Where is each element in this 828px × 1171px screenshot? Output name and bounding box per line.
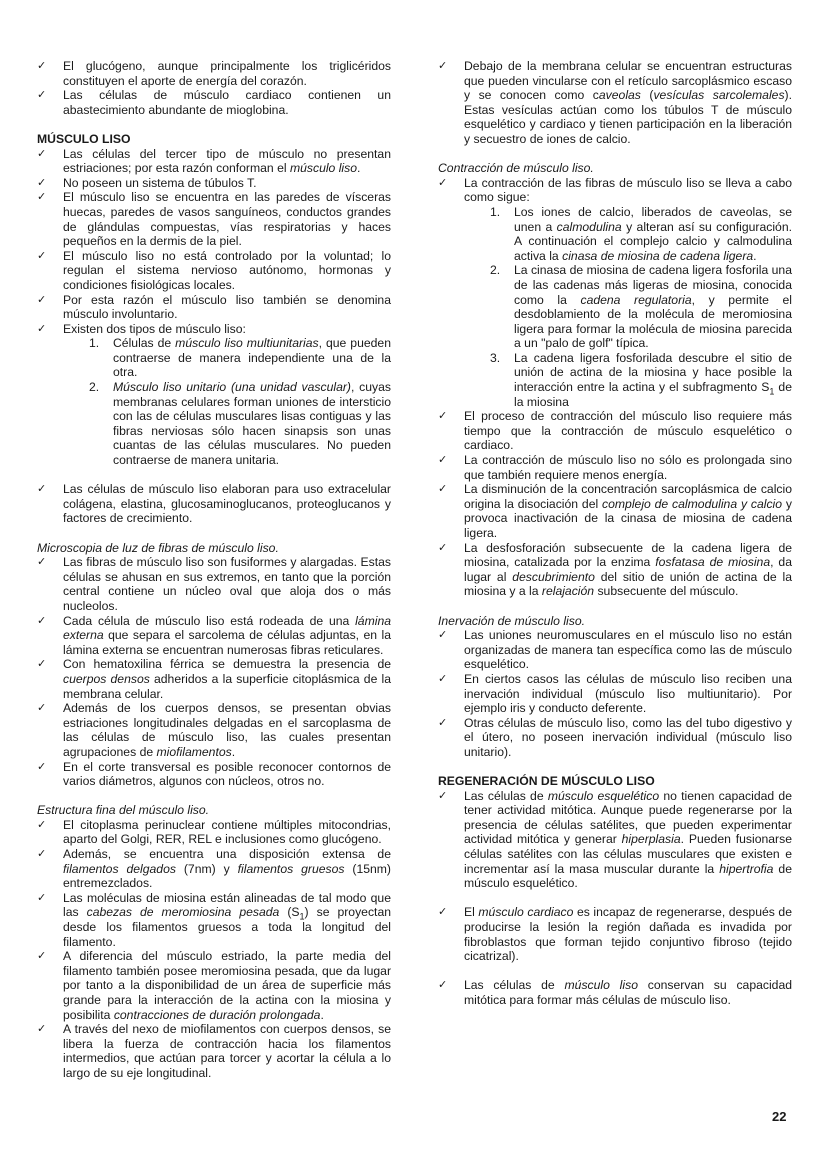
item-number: 3. (490, 350, 501, 365)
item-number: 1. (89, 336, 100, 351)
bullet-item (37, 760, 391, 789)
bullet-item (37, 88, 391, 117)
text-segment: El glucógeno, aunque principalmente los triglicéridos constituyen el aporte de energía del corazón. (63, 59, 391, 88)
spacer (37, 117, 391, 132)
bullet-item (37, 847, 391, 891)
subscript: 1 (299, 911, 305, 922)
text-segment: subsecuente del músculo. (594, 584, 739, 599)
text-segment: La contracción de las fibras de músculo liso se lleva a cabo como sigue: (464, 175, 792, 205)
text-segment: Además, se encuentra una disposición extensa de (63, 847, 391, 862)
text-segment: y alteran así su configuración. A continuación el complejo calcio y calmodulina activa la (514, 219, 792, 263)
text-segment: El músculo liso se encuentra en las paredes de vísceras huecas, paredes de vasos sanguíneos, conductos grandes de glándulas compuestas, vías respiratorias y haces pequeños en la dermis de la piel. (63, 190, 391, 249)
bullet-item (438, 789, 792, 891)
text-segment: Por esta razón el músculo liso también se denomina músculo involuntario. (63, 292, 391, 322)
checkmark-icon: ✓ (37, 847, 47, 861)
spacer (37, 468, 391, 483)
text-segment: Debajo de la membrana celular se encuentran estructuras que pueden vincularse con el retículo sarcoplásmico escaso y se conocen como c (464, 59, 792, 103)
subscript: 1 (769, 386, 775, 397)
text-segment: El proceso de contracción del músculo liso requiere más tiempo que la contracción de músculo esquelético o cardiaco. (464, 409, 792, 453)
checkmark-icon: ✓ (438, 540, 448, 554)
italic-term: relajación (541, 584, 595, 599)
text-segment: Las células de (464, 788, 548, 803)
text-segment: Con hematoxilina férrica se demuestra la presencia de (63, 657, 391, 672)
bullet-item (37, 657, 391, 701)
bullet-item (37, 190, 391, 248)
checkmark-icon: ✓ (37, 175, 47, 189)
italic-term: cinasa de miosina de cadena ligera (562, 248, 754, 263)
text-segment: y provoca inactivación de la cinasa de miosina de cadena ligera. (464, 496, 792, 540)
spacer (438, 891, 792, 906)
text-segment: , que pueden contraerse de manera independiente una de la otra. (113, 336, 391, 380)
item-number: 2. (89, 380, 100, 395)
text-segment: . Pueden fusionarse células satélites con las células musculares que existen e incrementar así la masa muscular durante la (464, 832, 792, 876)
checkmark-icon: ✓ (37, 701, 47, 715)
subsection-heading: Contracción de músculo liso. (438, 161, 594, 176)
text-segment: . (320, 1007, 324, 1022)
text-segment: Las moléculas de miosina están alineadas de tal modo que las (63, 890, 391, 920)
checkmark-icon: ✓ (37, 482, 47, 496)
italic-term: complejo de calmodulina y calcio (602, 496, 783, 511)
italic-term: filamentos delgados (63, 861, 176, 876)
bullet-item (438, 453, 792, 482)
spacer (37, 789, 391, 804)
text-segment: conservan su capacidad mitótica para formar más células de músculo liso. (464, 978, 793, 1007)
text-segment: El músculo liso no está controlado por la voluntad; lo regulan el sistema nervioso autónomo, hormonas y condiciones fisiológicas locales. (63, 248, 391, 292)
checkmark-icon: ✓ (438, 453, 448, 467)
bullet-item (37, 891, 391, 949)
italic-term: filamentos gruesos (237, 861, 345, 876)
checkmark-icon: ✓ (37, 949, 47, 963)
bullet-item (438, 672, 792, 716)
text-segment: La desfosforación subsecuente de la cadena ligera de miosina, catalizada por la enzima (464, 540, 792, 570)
text-segment: , y permite el desdoblamiento de la molécula de meromiosina ligera para formar la molécula de miosina parecida a un "palo de golf" típica. (514, 292, 793, 351)
text-segment: de la miosina (514, 380, 792, 409)
text-segment: La cadena ligera fosforilada descubre el sitio de unión de actina de la miosina y hace posible la interacción entre la actina y el subfragmento S (514, 350, 792, 395)
bullet-item (37, 614, 391, 658)
italic-term: músculo esquelético (547, 788, 660, 803)
spacer (438, 599, 792, 614)
checkmark-icon: ✓ (438, 978, 448, 992)
text-segment: . (753, 248, 757, 263)
text-segment: El (464, 905, 479, 920)
text-segment: ( (640, 88, 654, 103)
checkmark-icon: ✓ (37, 1022, 47, 1036)
italic-term: hipertrofia (719, 861, 774, 876)
italic-term: miofilamentos (156, 744, 232, 759)
numbered-item (438, 205, 792, 263)
checkmark-icon: ✓ (438, 409, 448, 423)
text-segment: En el corte transversal es posible reconocer contornos de varios diámetros, algunos con núcleos, otros no. (63, 759, 391, 789)
numbered-item (438, 263, 792, 351)
text-segment: del sitio de unión de actina de la miosina y a la (464, 569, 792, 599)
numbered-item (37, 380, 391, 468)
text-segment: La cinasa de miosina de cadena ligera fosforila una de las cadenas más ligeras de miosina, conocida como la (514, 263, 792, 307)
bullet-item (37, 176, 391, 191)
text-segment: es incapaz de regenerarse, después de producirse la lesión la región dañada es invadida por fibroblastos que forman tejido conjuntivo fibroso (tejido cicatrizal). (464, 905, 792, 964)
subsection-heading: Estructura fina del músculo liso. (37, 803, 210, 818)
spacer (438, 760, 792, 775)
checkmark-icon: ✓ (37, 146, 47, 160)
checkmark-icon: ✓ (37, 190, 47, 204)
bullet-item (37, 1022, 391, 1080)
text-segment: , cuyas membranas celulares forman uniones de intersticio con las de células musculares lisas contiguas y las fibras nerviosas sólo hacen sinapsis son unas cuantas de las células musculares. No pueden contraerse de manera unitaria. (113, 380, 391, 468)
checkmark-icon: ✓ (37, 248, 47, 262)
checkmark-icon: ✓ (37, 817, 47, 831)
right-column (438, 59, 792, 1008)
checkmark-icon: ✓ (37, 657, 47, 671)
text-segment: Las uniones neuromusculares en el músculo liso no están organizadas de manera tan específica como las de músculo esquelético. (464, 628, 792, 672)
bullet-item (438, 176, 792, 205)
bullet-item (438, 716, 792, 760)
checkmark-icon: ✓ (438, 175, 448, 189)
checkmark-icon: ✓ (438, 671, 448, 685)
spacer (438, 147, 792, 162)
bullet-item (37, 482, 391, 526)
text-segment: En ciertos casos las células de músculo liso reciben una inervación individual (músculo liso multiunitario). Por ejemplo iris y conducto deferente. (464, 671, 792, 716)
text-segment: ) se proyectan desde los filamentos gruesos a toda la longitud del filamento. (63, 905, 391, 949)
page-number: 22 (772, 1109, 787, 1124)
checkmark-icon: ✓ (438, 628, 448, 642)
text-segment: , da lugar al (464, 555, 792, 584)
bullet-item (37, 818, 391, 847)
checkmark-icon: ✓ (37, 890, 47, 904)
text-segment: (15nm) entremezclados. (63, 861, 391, 891)
text-segment: Existen dos tipos de músculo liso: (63, 321, 246, 336)
checkmark-icon: ✓ (438, 715, 448, 729)
text-segment: Las células de (464, 978, 565, 993)
bullet-item (37, 555, 391, 613)
bullet-item (438, 905, 792, 963)
subsection-heading: Inervación de músculo liso. (438, 613, 585, 628)
numbered-item (438, 351, 792, 409)
bullet-item (438, 541, 792, 599)
text-segment: No poseen un sistema de túbulos T. (63, 175, 257, 190)
italic-term: lámina externa (63, 613, 391, 643)
text-segment: Cada célula de músculo liso está rodeada de una (63, 613, 356, 628)
italic-term: aveolas (598, 88, 641, 103)
italic-term: descubrimiento (512, 569, 595, 584)
italic-term: calmodulina (556, 219, 622, 234)
checkmark-icon: ✓ (438, 788, 448, 802)
spacer (37, 526, 391, 541)
text-segment: que separa el sarcolema de células adjuntas, en la lámina externa se encuentran numerosas fibras reticulares. (63, 628, 391, 657)
text-segment: Los iones de calcio, liberados de caveolas, se unen a (514, 204, 792, 234)
bullet-item (438, 482, 792, 540)
item-number: 1. (490, 204, 501, 219)
text-segment: Las células del tercer tipo de músculo no presentan estriaciones; por esta razón conforman el (63, 146, 391, 176)
italic-term: Músculo liso unitario (una unidad vascular) (113, 380, 351, 395)
checkmark-icon: ✓ (37, 613, 47, 627)
section-heading: REGENERACIÓN DE MÚSCULO LISO (438, 774, 655, 789)
italic-term: hiperplasia (621, 832, 681, 847)
italic-term: fosfatasa de miosina (655, 555, 771, 570)
bullet-item (37, 701, 391, 759)
bullet-item (37, 59, 391, 88)
numbered-item (37, 336, 391, 380)
text-segment: El citoplasma perinuclear contiene múltiples mitocondrias, aparto del Golgi, RER, REL e inclusiones como glucógeno. (63, 817, 391, 847)
text-segment: adheridos a la superficie citoplásmica de la membrana celular. (63, 671, 391, 701)
checkmark-icon: ✓ (438, 905, 448, 919)
checkmark-icon: ✓ (37, 292, 47, 306)
italic-term: cabezas de meromiosina pesada (86, 905, 280, 920)
checkmark-icon: ✓ (37, 59, 47, 72)
bullet-item (438, 628, 792, 672)
text-segment: A diferencia del músculo estriado, la parte media del filamento también posee meromiosina pesada, que da lugar por tanto a la disponibilidad de un área de superficie más grande para la interacción de la actina con la miosina y posibilita (63, 949, 391, 1022)
bullet-item (37, 949, 391, 1022)
text-segment: no tienen capacidad de tener actividad mitótica. Aunque puede regenerarse por la presencia de células satélites, que pueden experimentar actividad mitótica y generar (464, 788, 792, 847)
text-segment: ). Estas vesículas actúan como los túbulos T de músculo esquelético y cardiaco y tienen participación en la liberación y secuestro de iones de calcio. (464, 88, 792, 146)
checkmark-icon: ✓ (37, 88, 47, 102)
italic-term: músculo liso (289, 161, 358, 176)
section-heading: MÚSCULO LISO (37, 131, 131, 146)
checkmark-icon: ✓ (438, 482, 448, 496)
bullet-item (37, 147, 391, 176)
bullet-item (37, 293, 391, 322)
left-column (37, 59, 391, 1081)
text-segment: La contracción de músculo liso no sólo es prolongada sino que también requiere menos energía. (464, 453, 792, 482)
italic-term: músculo cardiaco (478, 905, 574, 920)
checkmark-icon: ✓ (438, 59, 448, 72)
bullet-item (438, 978, 792, 1007)
text-segment: Otras células de músculo liso, como las del tubo digestivo y el útero, no poseen inervación individual (músculo liso unitario). (464, 715, 792, 759)
text-segment: A través del nexo de miofilamentos con cuerpos densos, se libera la fuerza de contracción hacia los filamentos intermedios, que actúan para torcer y acortar la célula a lo largo de su eje longitudinal. (63, 1022, 391, 1080)
checkmark-icon: ✓ (37, 555, 47, 569)
italic-term: músculo liso (564, 978, 638, 993)
text-segment: (S (279, 905, 300, 920)
text-segment: Las células de músculo cardiaco contienen un abastecimiento abundante de mioglobina. (63, 88, 391, 117)
checkmark-icon: ✓ (37, 321, 47, 335)
text-segment: Células de (113, 336, 176, 351)
text-segment: . (231, 744, 236, 759)
bullet-item (438, 59, 792, 147)
text-segment: (7nm) y (175, 861, 238, 876)
italic-term: cadena regulatoria (580, 292, 692, 307)
text-segment: Además de los cuerpos densos, se presentan obvias estriaciones longitudinales delgadas en el sarcoplasma de las células de músculo liso, las cuales presentan agrupaciones de (63, 701, 391, 759)
text-segment: La disminución de la concentración sarcoplásmica de calcio origina la disociación del (464, 482, 792, 511)
checkmark-icon: ✓ (37, 759, 47, 773)
text-segment: . (357, 161, 361, 176)
text-segment: Las células de músculo liso elaboran para uso extracelular colágena, elastina, glucosaminoglucanos, proteoglucanos y factores de crecimiento. (63, 482, 391, 526)
text-segment: de músculo esquelético. (464, 861, 792, 891)
spacer (438, 964, 792, 979)
text-segment: Las fibras de músculo liso son fusiformes y alargadas. Estas células se ahusan en sus extremos, en tanto que la porción central contiene un núcleo oval que aloja dos o más nucleolos. (63, 555, 391, 613)
italic-term: músculo liso multiunitarias (175, 336, 319, 351)
bullet-item (438, 409, 792, 453)
bullet-item (37, 249, 391, 293)
italic-term: vesículas sarcolemales (653, 88, 785, 103)
bullet-item (37, 322, 391, 337)
italic-term: contracciones de duración prolongada (113, 1007, 321, 1022)
italic-term: cuerpos densos (63, 671, 150, 686)
item-number: 2. (490, 263, 501, 278)
subsection-heading: Microscopia de luz de fibras de músculo liso. (37, 540, 279, 555)
